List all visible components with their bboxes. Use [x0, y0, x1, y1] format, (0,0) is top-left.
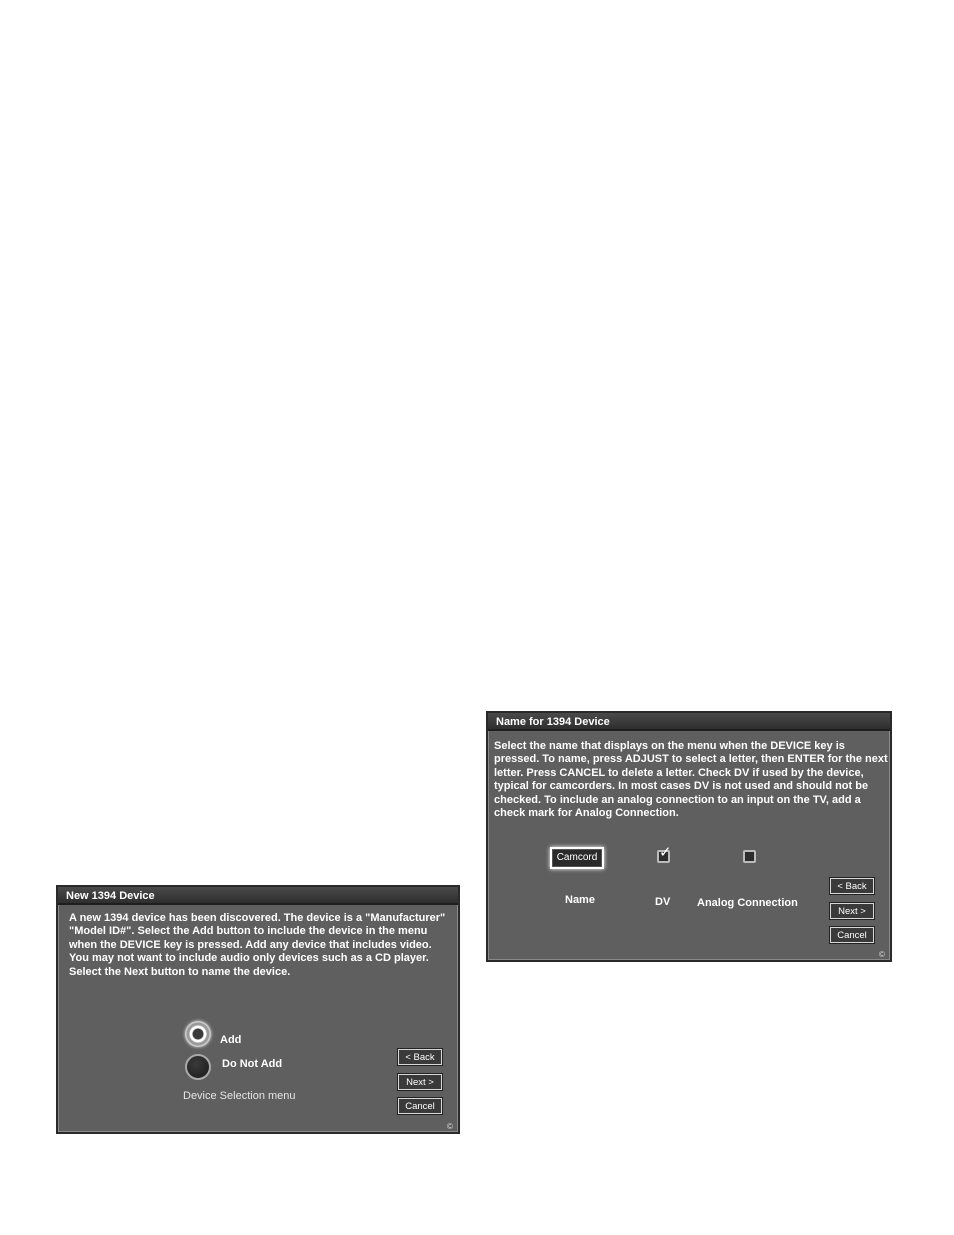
name-label: Name — [565, 894, 595, 906]
cancel-button[interactable]: Cancel — [830, 927, 874, 943]
copyright-icon: © — [447, 1122, 453, 1131]
name-field-value: Camcord — [556, 852, 598, 863]
do-not-add-radio-button[interactable] — [185, 1054, 211, 1080]
dialog-description: Select the name that displays on the menu when the DEVICE key is pressed. To name, press ADJUST to select a letter, then ENTER for the next letter. Press CANCEL to delete a letter. Check DV if used by the device, typical for camcorders. In most cases DV is not used and should not be checked. To include an analog connection to an input on the TV, add a check mark for Analog Connection. — [494, 740, 888, 820]
back-button[interactable]: < Back — [830, 878, 874, 894]
name-field[interactable] — [550, 847, 604, 869]
dv-label: DV — [655, 896, 671, 908]
name-for-1394-device-dialog — [486, 711, 892, 962]
dv-checkbox[interactable] — [657, 844, 672, 863]
dialog-title: New 1394 Device — [58, 887, 458, 905]
device-selection-caption: Device Selection menu — [183, 1090, 296, 1102]
dialog-title: Name for 1394 Device — [488, 713, 890, 731]
do-not-add-radio-label: Do Not Add — [222, 1058, 283, 1070]
checkmark-icon: ✓ — [659, 844, 672, 861]
next-button[interactable]: Next > — [398, 1074, 442, 1090]
add-radio-label: Add — [220, 1034, 242, 1046]
analog-connection-label: Analog Connection — [697, 897, 798, 909]
cancel-button[interactable]: Cancel — [398, 1098, 442, 1114]
add-radio-button[interactable] — [185, 1021, 211, 1047]
new-1394-device-dialog — [56, 885, 460, 1134]
next-button[interactable]: Next > — [830, 903, 874, 919]
analog-connection-checkbox[interactable] — [743, 850, 756, 863]
copyright-icon: © — [879, 950, 885, 959]
back-button[interactable]: < Back — [398, 1049, 442, 1065]
dialog-description: A new 1394 device has been discovered. The device is a "Manufacturer" "Model ID#". Select the Add button to include the device in the menu when the DEVICE key is pressed. Add any device that includes video. You may not want to include audio only devices such as a CD player. Select the Next button to name the device. — [69, 912, 446, 978]
